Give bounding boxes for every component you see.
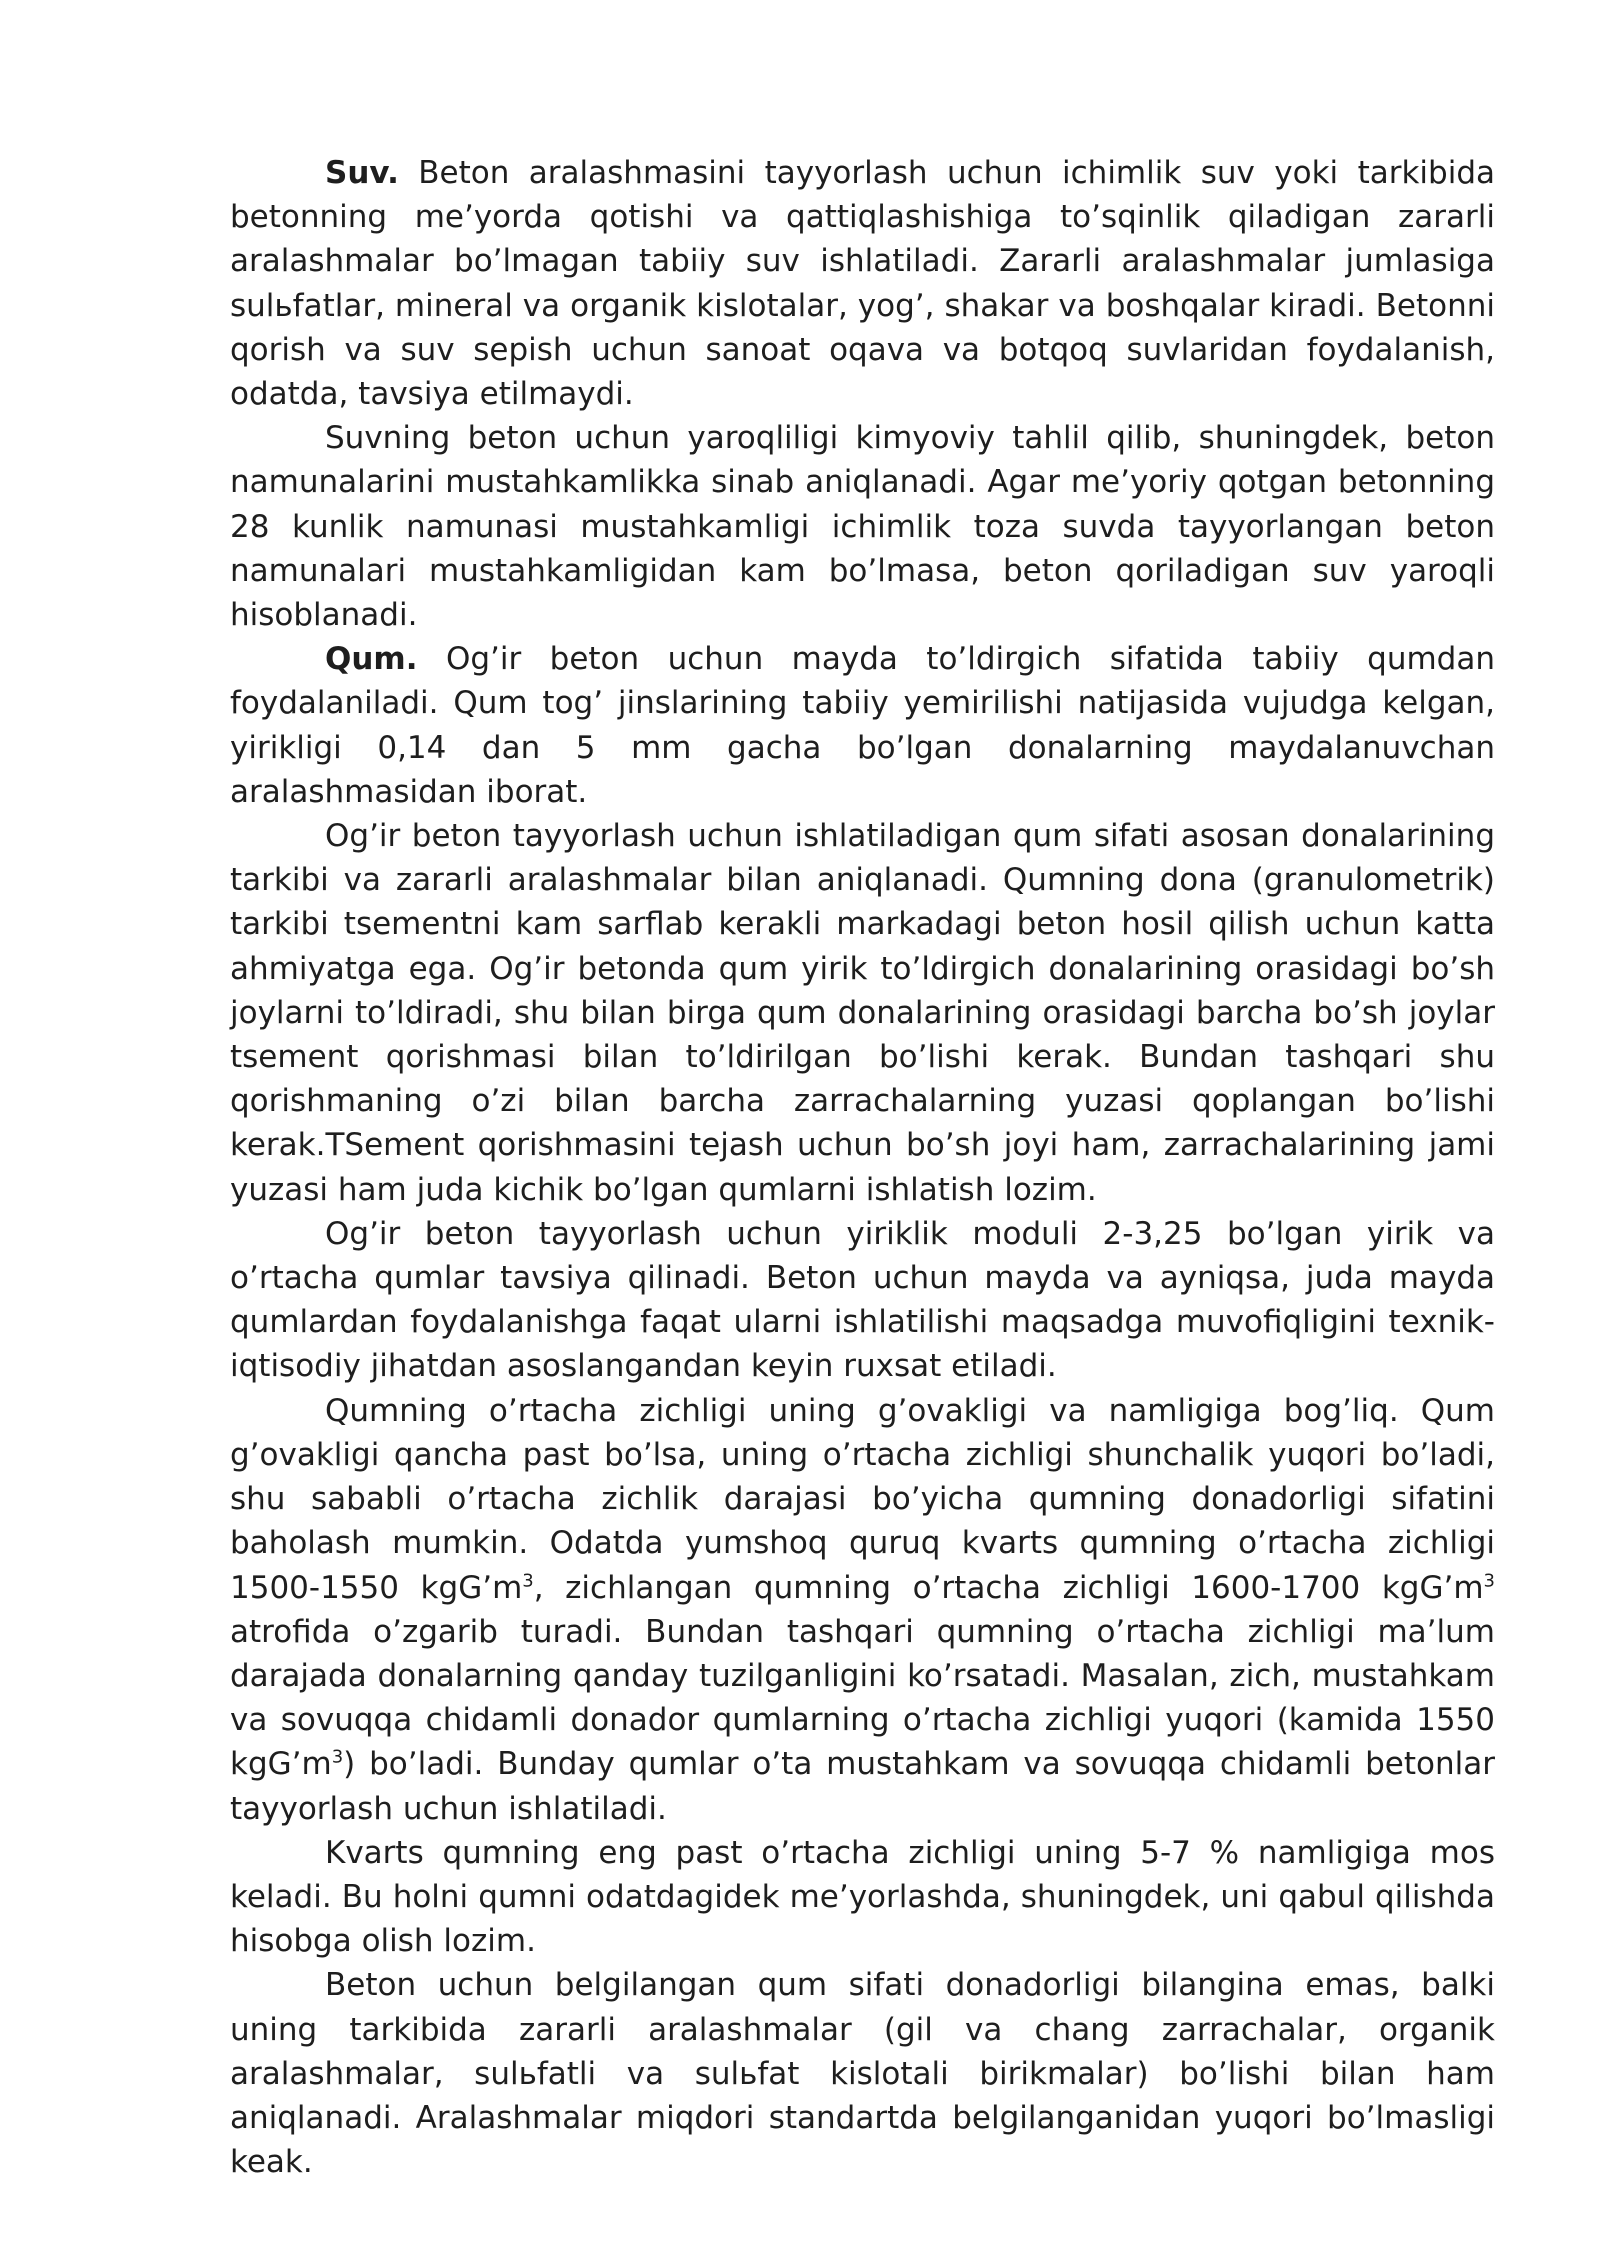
paragraph-text: ) bo’ladi. Bunday qumlar o’ta mustahkam va sovuqqa chidamli betonlar tayyorlash uchun ishlatiladi. [230,1746,1495,1827]
paragraph-sand-impurities [230,1963,1495,2184]
paragraph-text: Kvarts qumning eng past o’rtacha zichligi uning 5-7 % namligiga mos keladi. Bu holni qumni odatdagidek me’yorlashda, shuningdek, uni qabul qilishda hisobga olish lozim. [230,1834,1495,1960]
heading-water: Suv. [325,155,399,191]
paragraph-water-suitability [230,416,1495,637]
heading-sand: Qum. [325,641,418,678]
superscript: 3 [522,1570,534,1592]
superscript: 3 [331,1746,344,1768]
paragraph-text: Beton aralashmasini tayyorlash uchun ichimlik suv yoki tarkibida betonning me’yorda qotishi va qattiqlashishiga to’sqinlik qiladigan zararli aralashmalar bo’lmagan tabiiy suv ishlatiladi. Zararli aralashmalar jumlasiga sulьfatlar, mineral va organik kislotalar, yog’, shakar va boshqalar kiradi. Betonni qorish va suv sepish uchun sanoat oqava va botqoq suvlaridan foydalanish, odatda, tavsiya etilmaydi. [230,155,1495,413]
paragraph-sand-moisture [230,1831,1495,1964]
document-page [230,151,1495,2184]
paragraph-text: Og’ir beton uchun mayda to’ldirgich sifatida tabiiy qumdan foydalaniladi. Qum tog’ jinslarining tabiiy yemirilishi natijasida vujudga kelgan, yirikligi 0,14 dan 5 mm gacha bo’lgan donalarning maydalanuvchan aralashmasidan iborat. [230,641,1495,810]
paragraph-text: Qumning o’rtacha zichligi uning g’ovakligi va namligiga bog’liq. Qum g’ovakligi qancha past bo’lsa, uning o’rtacha zichligi shunchalik yuqori bo’ladi, shu sababli o’rtacha zichlik darajasi bo’yicha qumning donadorligi sifatini baholash mumkin. Odatda yumshoq quruq kvarts qumning o’rtacha zichligi 1500-1550 kgG’m [230,1392,1495,1606]
paragraph-text: Og’ir beton tayyorlash uchun yiriklik moduli 2-3,25 bo’lgan yirik va o’rtacha qumlar tavsiya qilinadi. Beton uchun mayda va ayniqsa, juda mayda qumlardan foydalanishga faqat ularni ishlatilishi maqsadga muvofiqligini texnik- iqtisodiy jihatdan asoslangandan keyin ruxsat etiladi. [230,1215,1495,1385]
paragraph-sand-density [230,1389,1495,1831]
paragraph-text: , zichlangan qumning o’rtacha zichligi 1600-1700 kgG’m [533,1569,1484,1606]
paragraph-text: atrofida o’zgarib turadi. Bundan tashqari qumning o’rtacha zichligi ma’lum darajada donalarning qanday tuzilganligini ko’rsatadi. Masalan, zich, mustahkam va sovuqqa chidamli donador qumlarning o’rtacha zichligi yuqori (kamida 1550 kgG’m [230,1613,1495,1783]
paragraph-sand-quality [230,814,1495,1212]
paragraph-text: Suvning beton uchun yaroqliligi kimyoviy tahlil qilib, shuningdek, beton namunalarini mustahkamlikka sinab aniqlanadi. Agar me’yoriy qotgan betonning 28 kunlik namunasi mustahkamligi ichimlik toza suvda tayyorlangan beton namunalari mustahkamligidan kam bo’lmasa, beton qoriladigan suv yaroqli hisoblanadi. [230,420,1495,634]
superscript: 3 [1483,1570,1495,1592]
paragraph-water [230,151,1495,416]
paragraph-text: Beton uchun belgilangan qum sifati donadorligi bilangina emas, balki uning tarkibida zararli aralashmalar (gil va chang zarrachalar, organik aralashmalar, sulьfatli va sulьfat kislotali birikmalar) bo’lishi bilan ham aniqlanadi. Aralashmalar miqdori standartda belgilanganidan yuqori bo’lmasligi keak. [230,1967,1495,2181]
paragraph-text: Og’ir beton tayyorlash uchun ishlatiladigan qum sifati asosan donalarining tarkibi va zararli aralashmalar bilan aniqlanadi. Qumning dona (granulometrik) tarkibi tsementni kam sarflab kerakli markadagi beton hosil qilish uchun katta ahmiyatga ega. Og’ir betonda qum yirik to’ldirgich donalarining orasidagi bo’sh joylarni to’ldiradi, shu bilan birga qum donalarining orasidagi barcha bo’sh joylar tsement qorishmasi bilan to’ldirilgan bo’lishi kerak. Bundan tashqari shu qorishmaning o’zi bilan barcha zarrachalarning yuzasi qoplangan bo’lishi kerak.TSement qorishmasini tejash uchun bo’sh joyi ham, zarrachalarining jami yuzasi ham juda kichik bo’lgan qumlarni ishlatish lozim. [230,818,1495,1208]
paragraph-sand [230,637,1495,814]
paragraph-sand-modulus [230,1212,1495,1389]
